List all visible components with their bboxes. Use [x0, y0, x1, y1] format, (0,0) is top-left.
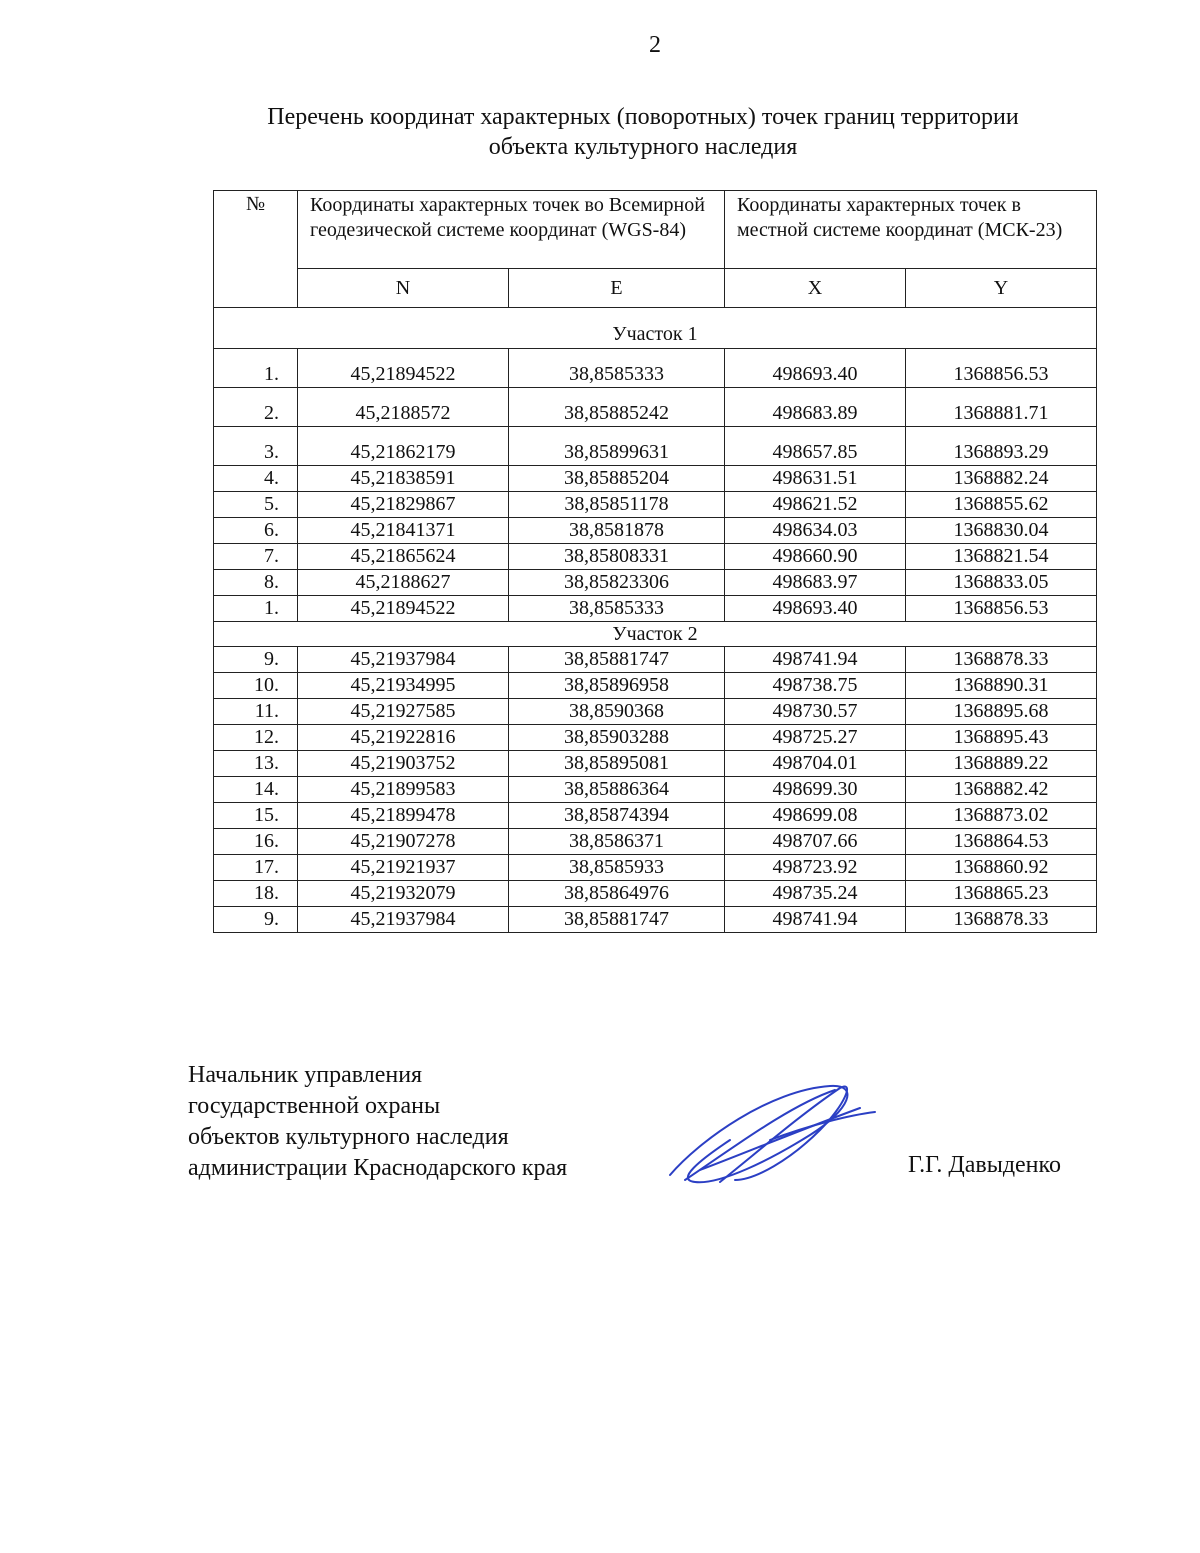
signer-block — [188, 1060, 567, 1184]
cell-x: 498707.66 — [725, 829, 906, 855]
cell-n: 45,21937984 — [298, 907, 509, 933]
cell-n: 45,21937984 — [298, 647, 509, 673]
table-row — [214, 803, 1097, 829]
handwritten-signature — [660, 1080, 880, 1190]
cell-num: 8. — [214, 570, 298, 596]
cell-x: 498693.40 — [725, 349, 906, 388]
cell-n: 45,21894522 — [298, 349, 509, 388]
cell-num: 16. — [214, 829, 298, 855]
cell-x: 498704.01 — [725, 751, 906, 777]
cell-n: 45,2188572 — [298, 388, 509, 427]
signer-name: Г.Г. Давыденко — [908, 1152, 1061, 1178]
cell-y: 1368856.53 — [906, 349, 1097, 388]
title-line-1: Перечень координат характерных (поворотных) точек границ территории — [267, 104, 1019, 130]
section-title: Участок 1 — [214, 308, 1097, 349]
cell-num: 4. — [214, 466, 298, 492]
signer-line-4: администрации Краснодарского края — [188, 1155, 568, 1181]
section-row — [214, 308, 1097, 349]
table-row — [214, 388, 1097, 427]
table-row — [214, 570, 1097, 596]
cell-e: 38,85886364 — [509, 777, 725, 803]
cell-x: 498693.40 — [725, 596, 906, 622]
cell-num: 9. — [214, 907, 298, 933]
table-row — [214, 492, 1097, 518]
table-row — [214, 349, 1097, 388]
cell-num: 18. — [214, 881, 298, 907]
cell-y: 1368895.68 — [906, 699, 1097, 725]
title-line-2: объекта культурного наследия — [488, 134, 798, 160]
cell-y: 1368860.92 — [906, 855, 1097, 881]
header-number: № — [214, 191, 298, 308]
cell-y: 1368833.05 — [906, 570, 1097, 596]
cell-n: 45,21927585 — [298, 699, 509, 725]
cell-x: 498634.03 — [725, 518, 906, 544]
cell-n: 45,21841371 — [298, 518, 509, 544]
cell-e: 38,8590368 — [509, 699, 725, 725]
cell-num: 15. — [214, 803, 298, 829]
cell-y: 1368878.33 — [906, 907, 1097, 933]
cell-n: 45,21894522 — [298, 596, 509, 622]
cell-y: 1368893.29 — [906, 427, 1097, 466]
cell-num: 11. — [214, 699, 298, 725]
cell-y: 1368881.71 — [906, 388, 1097, 427]
cell-num: 1. — [214, 349, 298, 388]
cell-e: 38,85808331 — [509, 544, 725, 570]
header-x: X — [725, 269, 906, 308]
cell-x: 498723.92 — [725, 855, 906, 881]
cell-num: 6. — [214, 518, 298, 544]
table-row — [214, 829, 1097, 855]
cell-e: 38,85885242 — [509, 388, 725, 427]
cell-n: 45,21865624 — [298, 544, 509, 570]
table-row — [214, 881, 1097, 907]
cell-e: 38,8585333 — [509, 596, 725, 622]
table-row — [214, 518, 1097, 544]
cell-e: 38,8586371 — [509, 829, 725, 855]
cell-n: 45,21899583 — [298, 777, 509, 803]
signer-line-2: государственной охраны — [188, 1093, 441, 1119]
table-row — [214, 647, 1097, 673]
cell-n: 45,21934995 — [298, 673, 509, 699]
cell-n: 45,21838591 — [298, 466, 509, 492]
cell-x: 498735.24 — [725, 881, 906, 907]
cell-n: 45,21932079 — [298, 881, 509, 907]
cell-e: 38,85903288 — [509, 725, 725, 751]
header-y: Y — [906, 269, 1097, 308]
cell-e: 38,8585333 — [509, 349, 725, 388]
cell-num: 12. — [214, 725, 298, 751]
cell-x: 498741.94 — [725, 907, 906, 933]
table-row — [214, 699, 1097, 725]
cell-y: 1368873.02 — [906, 803, 1097, 829]
table-row — [214, 673, 1097, 699]
cell-y: 1368882.24 — [906, 466, 1097, 492]
coordinates-table — [213, 190, 1097, 933]
cell-x: 498631.51 — [725, 466, 906, 492]
cell-x: 498725.27 — [725, 725, 906, 751]
cell-n: 45,21899478 — [298, 803, 509, 829]
cell-x: 498657.85 — [725, 427, 906, 466]
section-row — [214, 622, 1097, 647]
cell-num: 13. — [214, 751, 298, 777]
cell-e: 38,85899631 — [509, 427, 725, 466]
cell-num: 7. — [214, 544, 298, 570]
header-wgs84: Координаты характерных точек во Всемирной геодезической системе координат (WGS-84) — [298, 191, 725, 269]
table-row — [214, 466, 1097, 492]
cell-e: 38,85895081 — [509, 751, 725, 777]
header-e: E — [509, 269, 725, 308]
cell-y: 1368882.42 — [906, 777, 1097, 803]
cell-e: 38,85874394 — [509, 803, 725, 829]
cell-x: 498699.08 — [725, 803, 906, 829]
cell-n: 45,21921937 — [298, 855, 509, 881]
table-row — [214, 427, 1097, 466]
cell-n: 45,21907278 — [298, 829, 509, 855]
cell-e: 38,8585933 — [509, 855, 725, 881]
table-row — [214, 725, 1097, 751]
cell-e: 38,85881747 — [509, 907, 725, 933]
cell-x: 498621.52 — [725, 492, 906, 518]
cell-x: 498730.57 — [725, 699, 906, 725]
cell-num: 3. — [214, 427, 298, 466]
cell-n: 45,21862179 — [298, 427, 509, 466]
cell-y: 1368895.43 — [906, 725, 1097, 751]
cell-x: 498683.97 — [725, 570, 906, 596]
section-title: Участок 2 — [214, 622, 1097, 647]
table-row — [214, 855, 1097, 881]
cell-y: 1368830.04 — [906, 518, 1097, 544]
cell-e: 38,85896958 — [509, 673, 725, 699]
cell-n: 45,21922816 — [298, 725, 509, 751]
cell-num: 5. — [214, 492, 298, 518]
cell-x: 498699.30 — [725, 777, 906, 803]
cell-num: 17. — [214, 855, 298, 881]
page-number: 2 — [649, 32, 661, 58]
cell-num: 1. — [214, 596, 298, 622]
cell-e: 38,8581878 — [509, 518, 725, 544]
cell-num: 10. — [214, 673, 298, 699]
cell-e: 38,85881747 — [509, 647, 725, 673]
table-row — [214, 596, 1097, 622]
cell-e: 38,85823306 — [509, 570, 725, 596]
cell-x: 498683.89 — [725, 388, 906, 427]
cell-x: 498738.75 — [725, 673, 906, 699]
table-row — [214, 907, 1097, 933]
cell-x: 498660.90 — [725, 544, 906, 570]
cell-y: 1368855.62 — [906, 492, 1097, 518]
cell-e: 38,85851178 — [509, 492, 725, 518]
cell-y: 1368864.53 — [906, 829, 1097, 855]
table-row — [214, 777, 1097, 803]
header-n: N — [298, 269, 509, 308]
cell-num: 9. — [214, 647, 298, 673]
table-row — [214, 751, 1097, 777]
cell-y: 1368856.53 — [906, 596, 1097, 622]
cell-y: 1368878.33 — [906, 647, 1097, 673]
cell-n: 45,21829867 — [298, 492, 509, 518]
cell-y: 1368865.23 — [906, 881, 1097, 907]
cell-e: 38,85885204 — [509, 466, 725, 492]
cell-y: 1368890.31 — [906, 673, 1097, 699]
cell-n: 45,21903752 — [298, 751, 509, 777]
cell-e: 38,85864976 — [509, 881, 725, 907]
cell-y: 1368821.54 — [906, 544, 1097, 570]
document-title — [190, 102, 1096, 162]
table-row — [214, 544, 1097, 570]
cell-num: 2. — [214, 388, 298, 427]
header-msk23: Координаты характерных точек в местной системе координат (МСК-23) — [725, 191, 1097, 269]
cell-y: 1368889.22 — [906, 751, 1097, 777]
cell-num: 14. — [214, 777, 298, 803]
signer-line-1: Начальник управления — [188, 1062, 423, 1088]
signer-line-3: объектов культурного наследия — [188, 1124, 509, 1150]
cell-n: 45,2188627 — [298, 570, 509, 596]
cell-x: 498741.94 — [725, 647, 906, 673]
